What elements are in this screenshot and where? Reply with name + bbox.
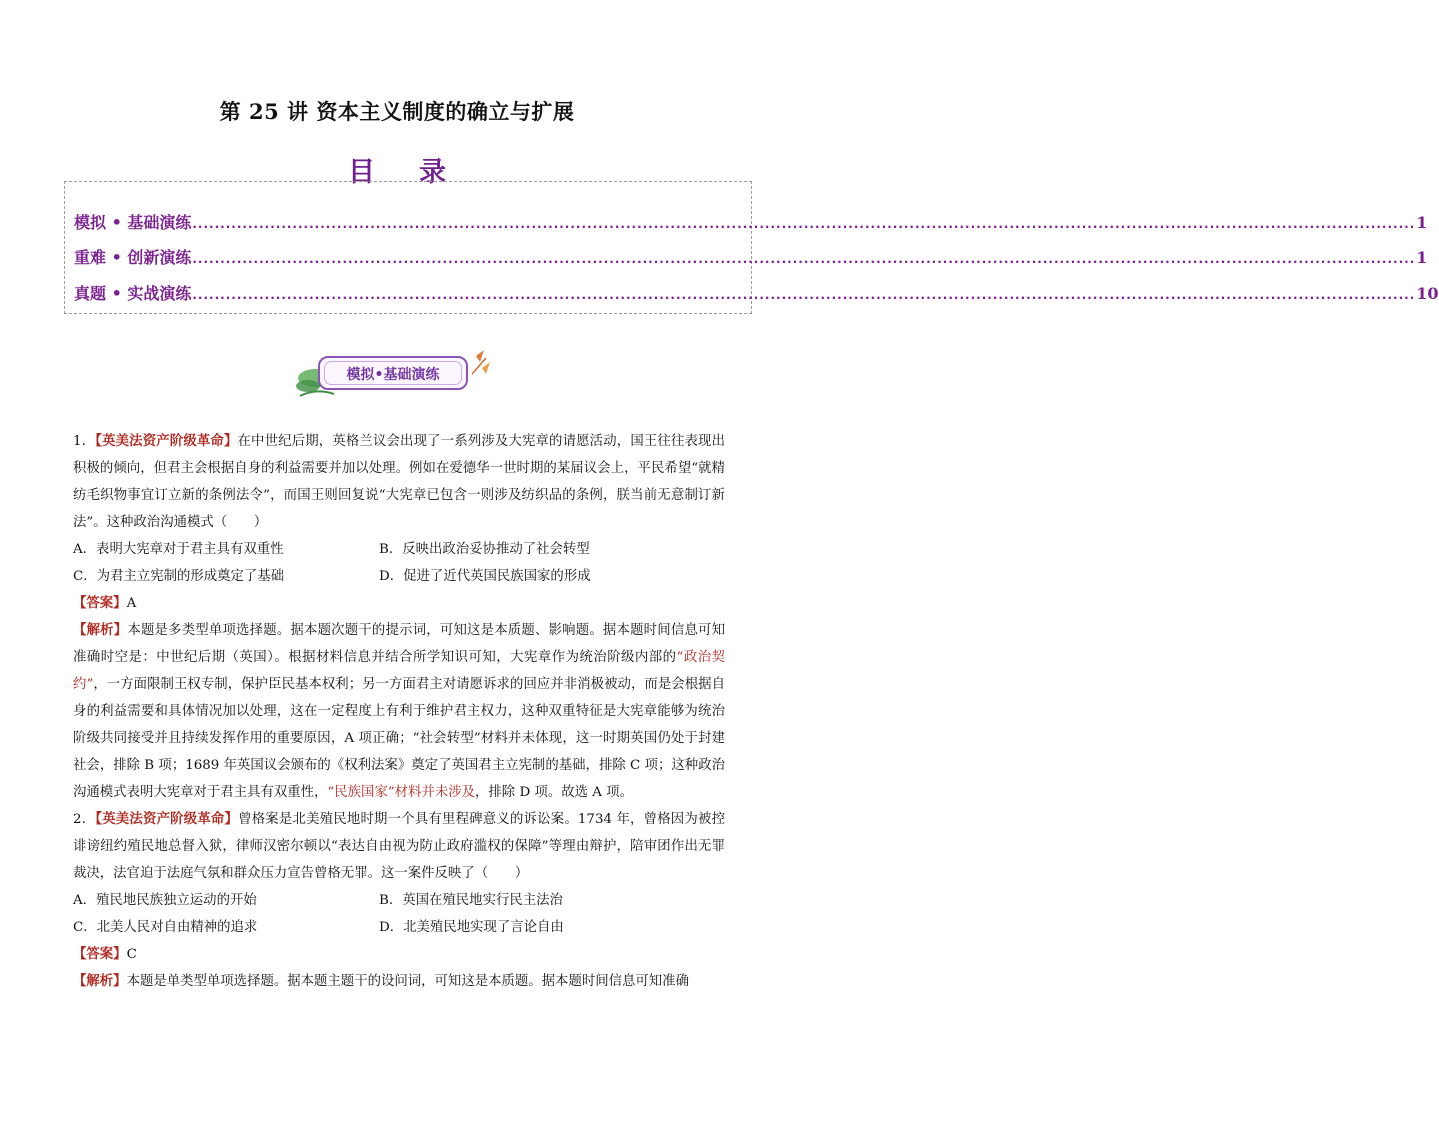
answer-value: A	[126, 596, 137, 611]
analysis-text: ，一方面限制王权专制，保护臣民基本权利；另一方面君主对请愿诉求的回应并非消极被动，而是会根据自身的利益需要和具体情况加以处理，这在一定程度上有利于维护君主权力，这种双重特征是大宪章能够为统治阶级共同接受并且持续发挥作用的重要原因，A 项正确；“社会转型”材料并未体现，这一时期英国仍处于封建社会，排除 B 项；1689 年英国议会颁布的《权利法案》奠定了英国君主立宪制的基础，排除 C 项；这种政治沟通模式表明大宪章对于君主具有双重性，	[73, 677, 725, 800]
toc-item-page: 10	[1416, 284, 1439, 303]
question-text: 曾格案是北美殖民地时期一个具有里程碑意义的诉讼案。1734 年，曾格因为被控诽谤纽约殖民地总督入狱，律师汉密尔顿以“表达自由视为防止政府滥权的保障”等理由辩护，陪审团作出无罪裁决，法官迫于法庭气氛和群众压力宣告曾格无罪。这一案件反映了（ ）	[73, 812, 725, 881]
analysis-text: 本题是单类型单项选择题。据本题主题干的设问词，可知这是本质题。据本题时间信息可知准确	[126, 974, 689, 989]
question-tag: 【英美法资产阶级革命】	[95, 433, 238, 449]
analysis-label: 【解析】	[73, 973, 127, 989]
question-1-answer	[73, 590, 725, 617]
question-2-analysis	[73, 968, 725, 995]
answer-label: 【答案】	[73, 946, 127, 962]
question-1-options-row-1	[73, 536, 725, 563]
option-c[interactable]: C．为君主立宪制的形成奠定了基础	[73, 569, 285, 584]
analysis-text: ，排除 D 项。故选 A 项。	[475, 785, 633, 800]
option-b[interactable]: B．英国在殖民地实行民主法治	[379, 893, 563, 908]
toc-item-basic[interactable]	[74, 210, 1428, 236]
toc-item-innovation[interactable]	[74, 245, 1428, 271]
table-of-contents	[64, 181, 1439, 314]
toc-item-label: 模拟 • 基础演练	[74, 213, 192, 232]
question-2-answer	[73, 941, 725, 968]
analysis-label: 【解析】	[73, 622, 128, 638]
option-b[interactable]: B．反映出政治妥协推动了社会转型	[379, 542, 590, 557]
option-a[interactable]: A．表明大宪章对于君主具有双重性	[73, 542, 284, 557]
answer-label: 【答案】	[73, 595, 127, 611]
page-title: 第 25 讲 资本主义制度的确立与扩展	[219, 99, 575, 124]
banner-frame	[318, 356, 468, 390]
question-2-stem	[73, 806, 725, 887]
question-number: 1．	[73, 434, 96, 449]
analysis-highlight: “民族国家”材料并未涉及	[327, 785, 476, 800]
analysis-highlight: “政治契约”	[73, 650, 725, 692]
toc-item-page: 1	[1416, 248, 1428, 267]
question-1-options-row-2	[73, 563, 725, 590]
banner-title: 模拟•基础演练	[346, 367, 440, 383]
section-banner	[290, 346, 500, 404]
toc-item-label: 重难 • 创新演练	[74, 248, 192, 267]
question-text: 在中世纪后期，英格兰议会出现了一系列涉及大宪章的请愿活动，国王往往表现出积极的倾向，但君主会根据自身的利益需要并加以处理。例如在爱德华一世时期的某届议会上，平民希望“就精纺毛织物事宜订立新的条例法令”，而国王则回复说“大宪章已包含一则涉及纺织品的条例，朕当前无意制订新法”。这种政治沟通模式（ ）	[73, 434, 725, 530]
toc-item-real-exam[interactable]	[74, 281, 1439, 307]
option-a[interactable]: A．殖民地民族独立运动的开始	[73, 893, 257, 908]
option-c[interactable]: C．北美人民对自由精神的追求	[73, 920, 258, 935]
toc-item-label: 真题 • 实战演练	[74, 284, 192, 303]
option-d[interactable]: D．北美殖民地实现了言论自由	[379, 920, 564, 935]
option-d[interactable]: D．促进了近代英国民族国家的形成	[379, 569, 591, 584]
question-2-options-row-1	[73, 887, 725, 914]
question-tag: 【英美法资产阶级革命】	[95, 811, 239, 827]
question-1-stem	[73, 428, 725, 536]
questions-content	[73, 428, 725, 995]
toc-item-page: 1	[1416, 213, 1428, 232]
question-number: 2．	[73, 812, 96, 827]
question-2-options-row-2	[73, 914, 725, 941]
toc-leader-dots: ............................................................................................................................................................................................................................	[192, 288, 1416, 302]
toc-leader-dots: ............................................................................................................................................................................................................................	[192, 217, 1416, 231]
toc-leader-dots: ............................................................................................................................................................................................................................	[192, 252, 1416, 266]
toc-heading: 目录	[348, 157, 490, 188]
question-1-analysis	[73, 617, 725, 806]
answer-value: C	[126, 947, 137, 962]
analysis-text: 本题是多类型单项选择题。据本题次题干的提示词，可知这是本质题、影响题。据本题时间信息可知准确时空是：中世纪后期（英国）。根据材料信息并结合所学知识可知，大宪章作为统治阶级内部的	[73, 623, 726, 665]
